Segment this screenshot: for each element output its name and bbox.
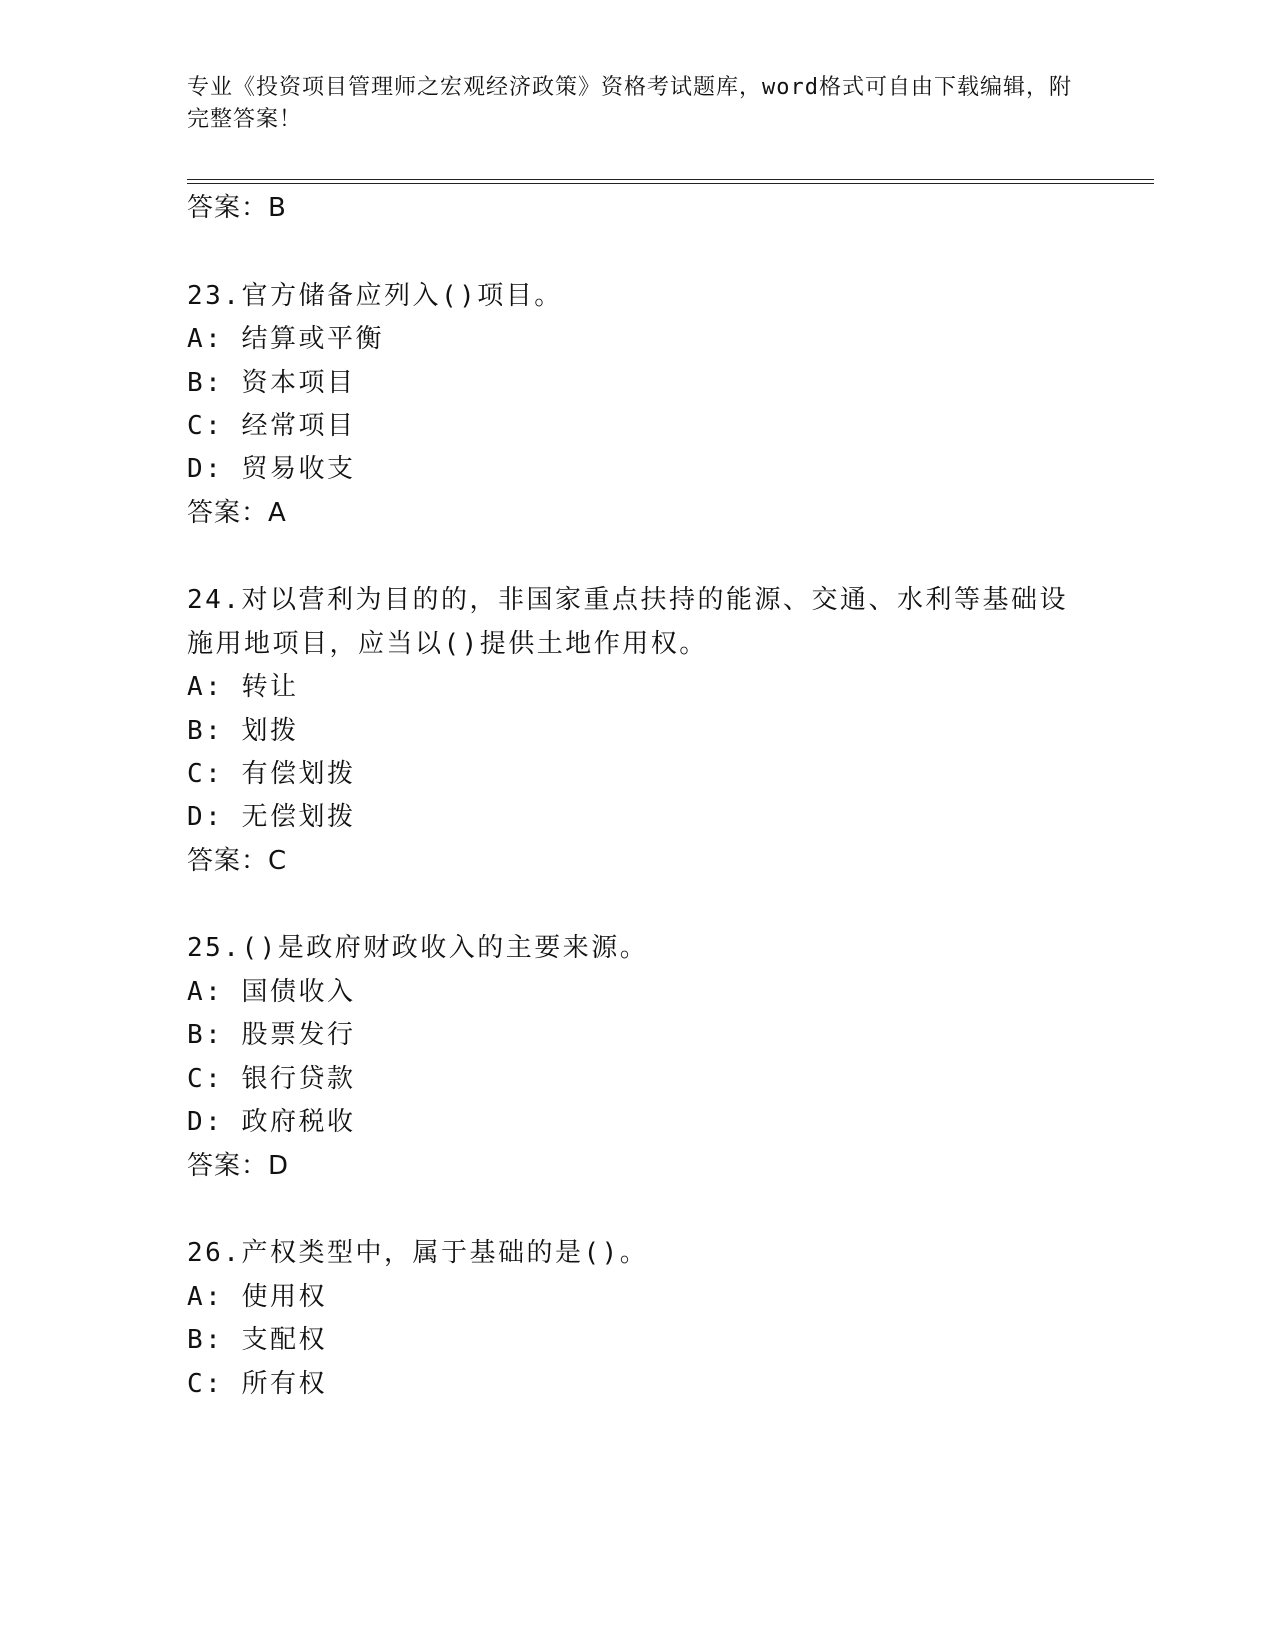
option-25-c: C: 银行贷款 <box>187 1064 356 1094</box>
question-24-line-2: 施用地项目，应当以()提供土地作用权。 <box>187 629 708 659</box>
option-23-a: A: 结算或平衡 <box>187 324 384 354</box>
header-rule-bottom <box>187 183 1154 184</box>
option-24-b: B: 划拨 <box>187 716 299 746</box>
option-24-a: A: 转让 <box>187 672 299 702</box>
option-25-a: A: 国债收入 <box>187 977 356 1007</box>
answer-q22: 答案：B <box>187 193 287 223</box>
option-26-b: B: 支配权 <box>187 1325 327 1355</box>
question-26: 26.产权类型中，属于基础的是()。 <box>187 1238 649 1268</box>
answer-q24: 答案：C <box>187 846 288 876</box>
question-25: 25.()是政府财政收入的主要来源。 <box>187 933 649 963</box>
option-24-d: D: 无偿划拨 <box>187 802 356 832</box>
answer-q25: 答案：D <box>187 1151 290 1181</box>
option-23-b: B: 资本项目 <box>187 368 356 398</box>
question-24-line-1: 24.对以营利为目的的，非国家重点扶持的能源、交通、水利等基础设 <box>187 585 1068 615</box>
question-23: 23.官方储备应列入()项目。 <box>187 281 563 311</box>
option-26-c: C: 所有权 <box>187 1369 327 1399</box>
header-rule-top <box>187 179 1154 180</box>
option-25-d: D: 政府税收 <box>187 1107 356 1137</box>
option-25-b: B: 股票发行 <box>187 1020 356 1050</box>
option-24-c: C: 有偿划拨 <box>187 759 356 789</box>
option-26-a: A: 使用权 <box>187 1282 327 1312</box>
option-23-d: D: 贸易收支 <box>187 454 356 484</box>
option-23-c: C: 经常项目 <box>187 411 356 441</box>
answer-q23: 答案：A <box>187 498 287 528</box>
document-header: 专业《投资项目管理师之宏观经济政策》资格考试题库，word格式可自由下载编辑，附完整答案！ <box>187 75 1072 132</box>
